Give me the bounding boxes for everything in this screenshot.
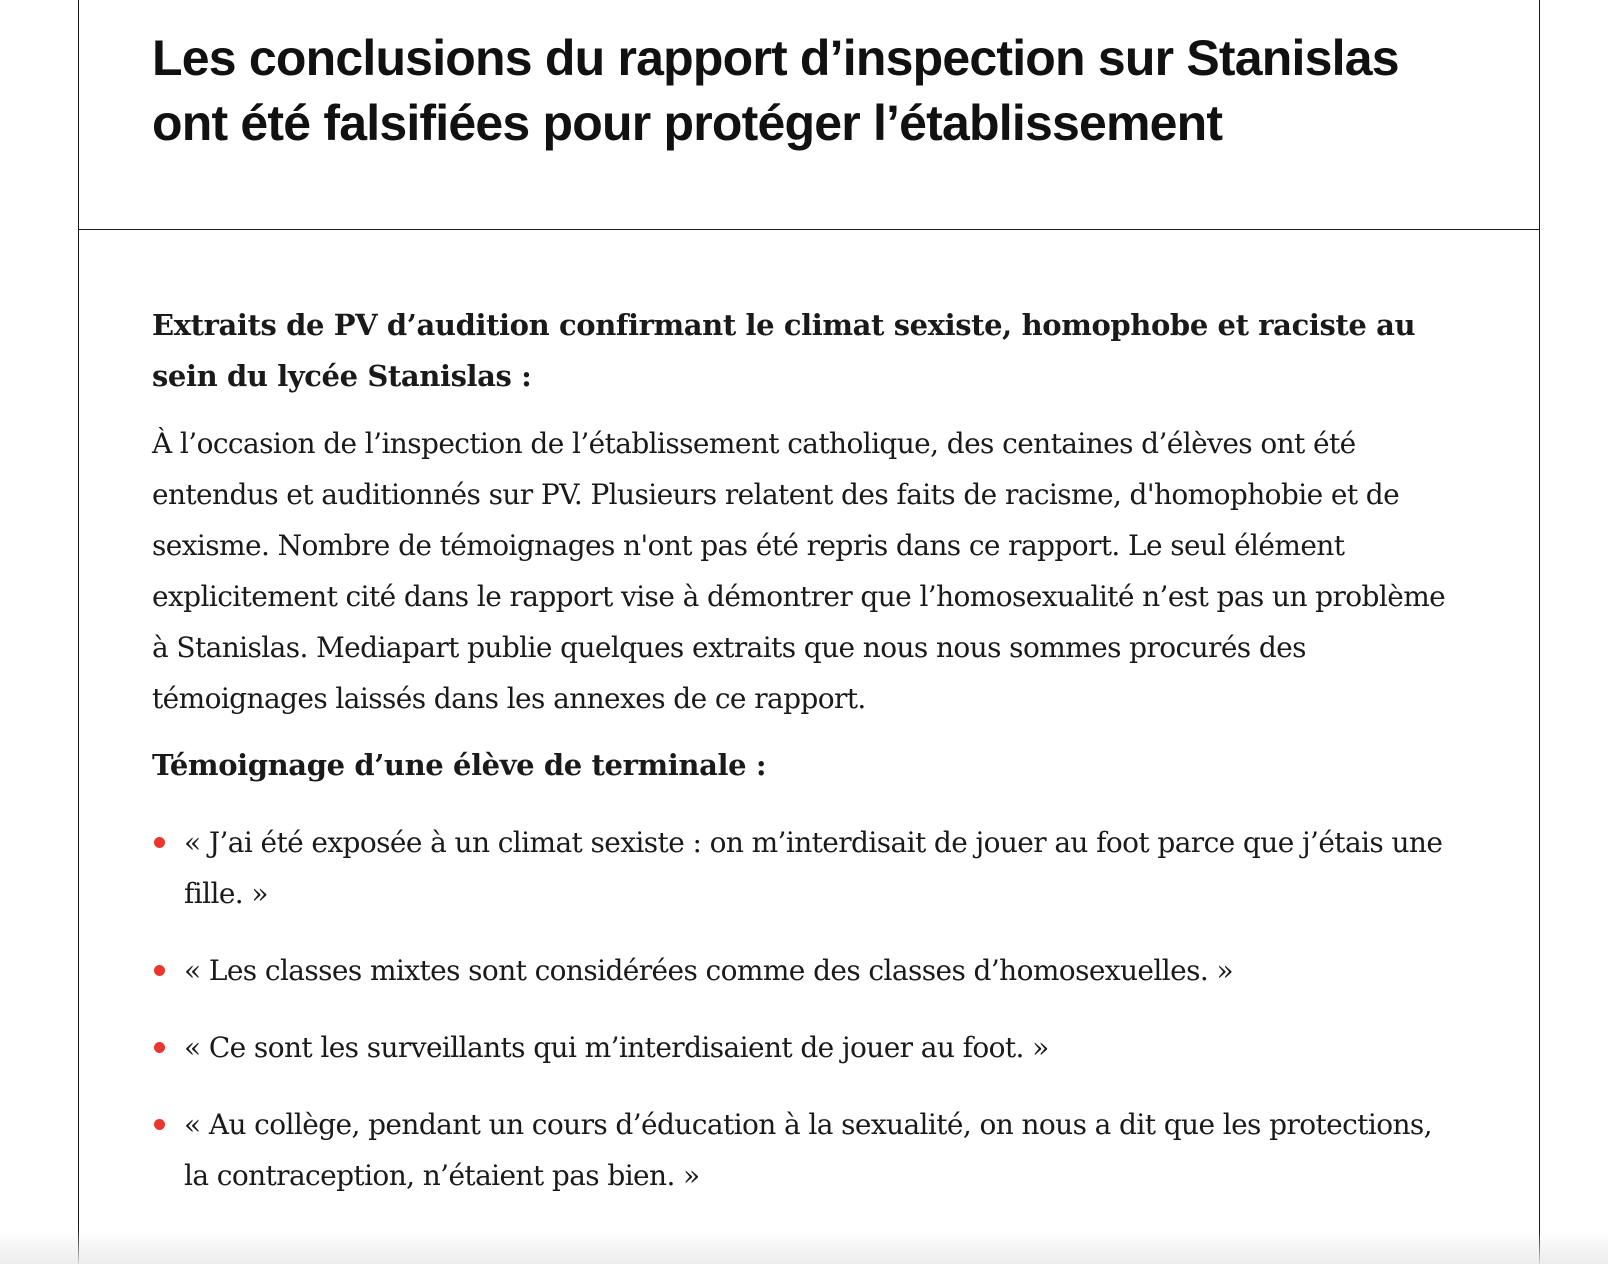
bullet-dot-icon <box>154 965 165 976</box>
article-body <box>152 300 1452 1227</box>
article-frame <box>78 0 1540 1264</box>
article-headline: Les conclusions du rapport d’inspection sur Stanislas ont été falsifiées pour protéger l’établissement <box>152 30 1399 151</box>
quote-text: « J’ai été exposée à un climat sexiste : on m’interdisait de jouer au foot parce que j’étais une fille. » <box>184 826 1443 910</box>
quote-text: « Au collège, pendant un cours d’éducation à la sexualité, on nous a dit que les protections, la contraception, n’étaient pas bien. » <box>184 1108 1432 1192</box>
bottom-fade <box>0 1230 1608 1264</box>
article-header <box>79 0 1539 230</box>
section-subheading: Extraits de PV d’audition confirmant le climat sexiste, homophobe et raciste au sein du lycée Stanislas : <box>152 308 1416 393</box>
list-item <box>152 1022 1452 1073</box>
bullet-dot-icon <box>154 1042 165 1053</box>
bullet-dot-icon <box>154 1119 165 1130</box>
list-item <box>152 1099 1452 1201</box>
list-item <box>152 945 1452 996</box>
quote-text: « Ce sont les surveillants qui m’interdisaient de jouer au foot. » <box>184 1031 1049 1064</box>
quote-text: « Les classes mixtes sont considérées comme des classes d’homosexuelles. » <box>184 954 1233 987</box>
list-item <box>152 817 1452 919</box>
testimony-subheading: Témoignage d’une élève de terminale : <box>152 748 767 782</box>
quote-list <box>152 817 1452 1201</box>
intro-paragraph: À l’occasion de l’inspection de l’établissement catholique, des centaines d’élèves ont été entendus et auditionnés sur PV. Plusieurs relatent des faits de racisme, d'homophobie et de sexisme. Nombre de témoignages n'ont pas été repris dans ce rapport. Le seul élément explicitement cité dans le rapport vise à démontrer que l’homosexualité n’est pas un problème à Stanislas. Mediapart publie quelques extraits que nous nous sommes procurés des témoignages laissés dans les annexes de ce rapport. <box>152 427 1446 715</box>
bullet-dot-icon <box>154 837 165 848</box>
